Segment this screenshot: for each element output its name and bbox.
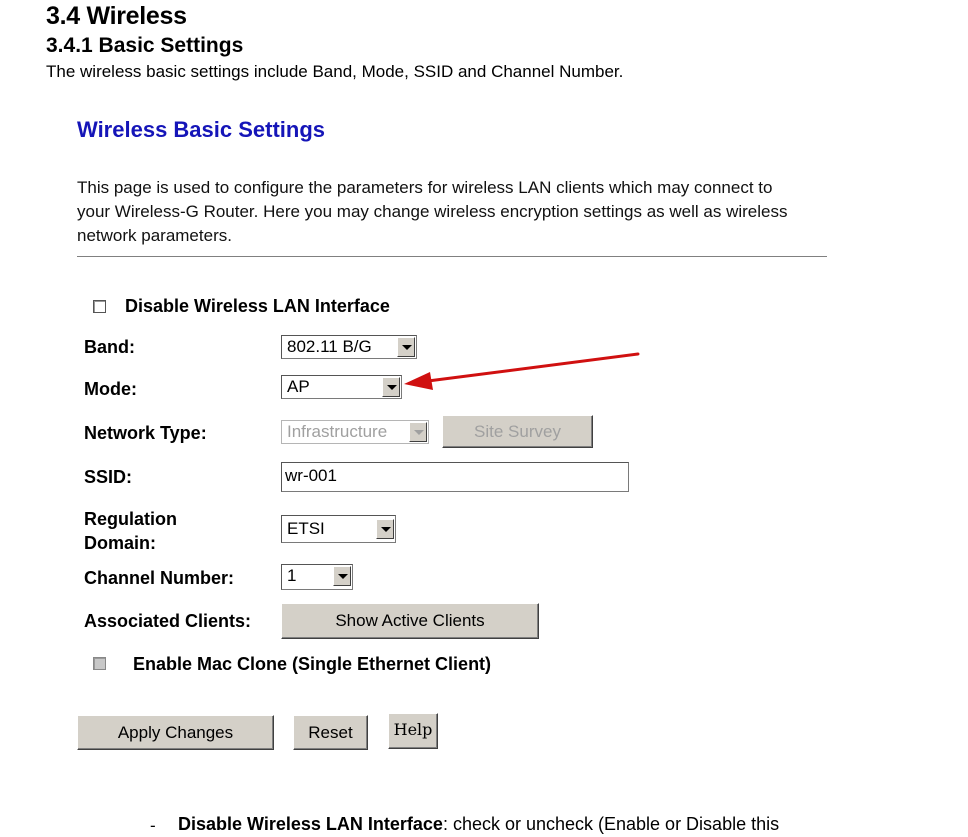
associated-clients-label: Associated Clients: bbox=[84, 611, 252, 631]
network-type-value: Infrastructure bbox=[287, 422, 388, 441]
help-button[interactable]: Help bbox=[388, 713, 438, 749]
mode-label: Mode: bbox=[84, 379, 137, 399]
chevron-down-icon bbox=[376, 519, 394, 539]
network-type-select[interactable] bbox=[281, 420, 429, 444]
mode-select[interactable] bbox=[281, 375, 402, 399]
show-active-clients-button[interactable]: Show Active Clients bbox=[281, 603, 539, 639]
channel-number-label: Channel Number: bbox=[84, 568, 235, 588]
network-type-label: Network Type: bbox=[84, 423, 207, 443]
regulation-domain-value: ETSI bbox=[287, 519, 325, 538]
regulation-domain-label bbox=[84, 507, 177, 555]
band-select-value: 802.11 B/G bbox=[287, 337, 372, 356]
regulation-domain-select[interactable] bbox=[281, 515, 396, 543]
regulation-label-line2: Domain: bbox=[84, 533, 156, 553]
section-heading: 3.4 Wireless bbox=[46, 2, 187, 30]
page-title: Wireless Basic Settings bbox=[77, 117, 326, 142]
subsection-heading: 3.4.1 Basic Settings bbox=[46, 34, 244, 57]
mac-clone-label: Enable Mac Clone (Single Ethernet Client) bbox=[133, 654, 492, 674]
band-select[interactable] bbox=[281, 335, 417, 359]
disable-wlan-checkbox[interactable] bbox=[93, 300, 106, 313]
bullet-dash: - bbox=[150, 816, 156, 835]
divider bbox=[77, 256, 827, 257]
chevron-down-icon bbox=[333, 566, 351, 586]
chevron-down-icon bbox=[382, 377, 400, 397]
regulation-label-line1: Regulation bbox=[84, 509, 177, 529]
reset-button[interactable]: Reset bbox=[293, 715, 368, 750]
chevron-down-icon bbox=[409, 422, 427, 442]
mac-clone-checkbox[interactable] bbox=[93, 657, 106, 670]
bullet-item bbox=[178, 814, 779, 835]
channel-number-value: 1 bbox=[287, 566, 297, 585]
site-survey-button[interactable]: Site Survey bbox=[442, 415, 593, 448]
ssid-label: SSID: bbox=[84, 467, 133, 487]
channel-number-select[interactable] bbox=[281, 564, 353, 590]
ssid-input[interactable]: wr-001 bbox=[281, 462, 629, 492]
disable-wlan-label: Disable Wireless LAN Interface bbox=[125, 296, 390, 316]
band-label: Band: bbox=[84, 337, 135, 357]
page-description: This page is used to configure the parameters for wireless LAN clients which may connect to your Wireless-G Router. Here you may change wireless encryption settings as well as wireless network parameters. bbox=[77, 178, 788, 245]
bullet-term: Disable Wireless LAN Interface bbox=[178, 814, 443, 834]
mode-select-value: AP bbox=[287, 377, 310, 396]
apply-changes-button[interactable]: Apply Changes bbox=[77, 715, 274, 750]
annotation-arrow-icon bbox=[400, 345, 645, 390]
bullet-description: : check or uncheck (Enable or Disable this bbox=[442, 814, 780, 834]
intro-paragraph: The wireless basic settings include Band, Mode, SSID and Channel Number. bbox=[46, 62, 624, 81]
